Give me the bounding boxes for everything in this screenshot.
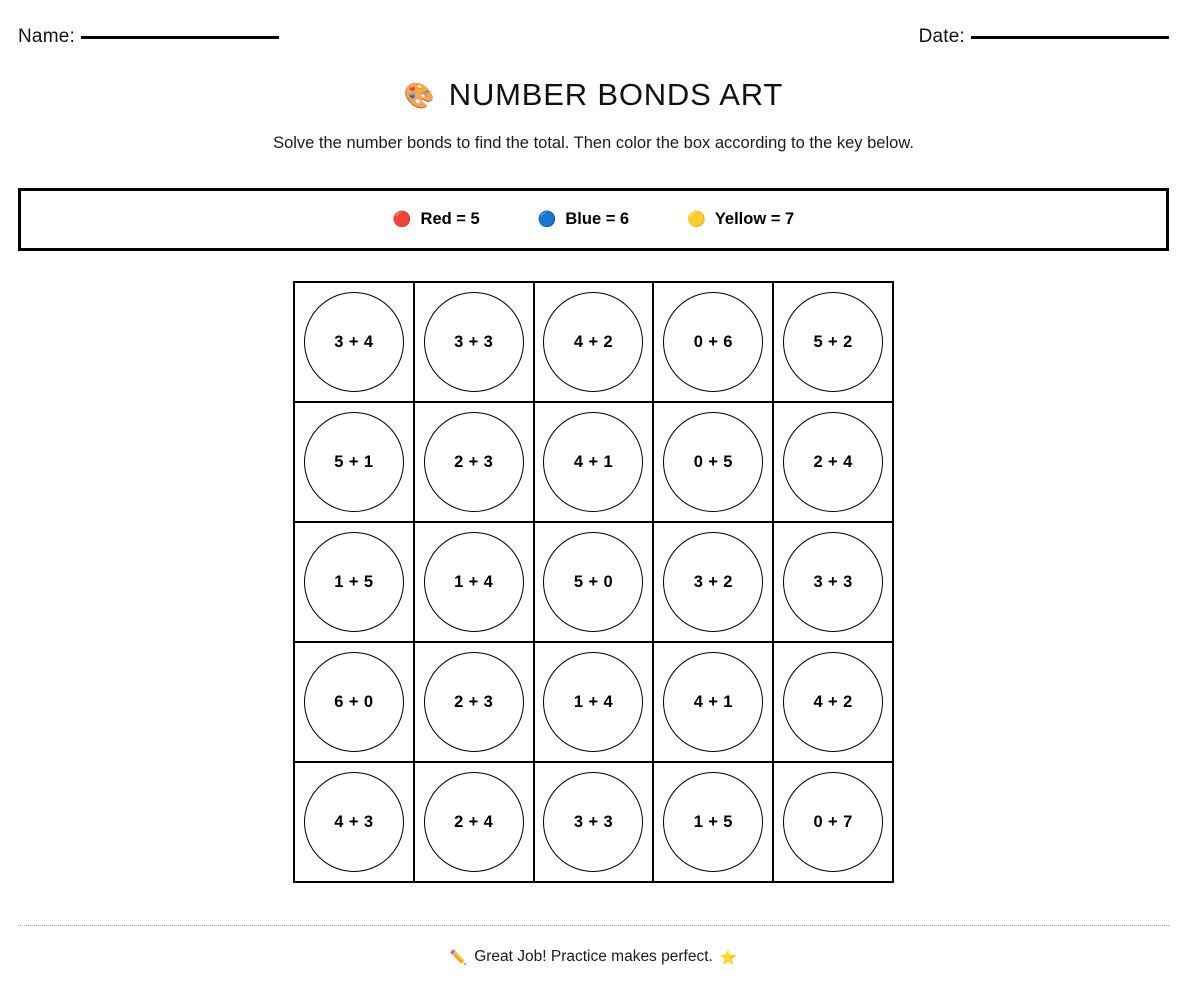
bond-cell[interactable] <box>654 523 774 643</box>
bond-expression: 4 + 3 <box>334 812 374 831</box>
bond-cell[interactable] <box>774 283 894 403</box>
bond-circle[interactable] <box>663 772 763 872</box>
bond-circle[interactable] <box>424 772 524 872</box>
bond-circle[interactable] <box>663 652 763 752</box>
bond-cell[interactable] <box>415 283 535 403</box>
footer-note <box>0 948 1187 966</box>
bond-cell[interactable] <box>295 763 415 883</box>
bond-expression: 4 + 2 <box>813 692 853 711</box>
bond-expression: 0 + 7 <box>813 812 853 831</box>
pencil-icon: ✏️ <box>449 949 468 965</box>
bond-expression: 4 + 1 <box>693 692 733 711</box>
bond-expression: 3 + 3 <box>454 332 494 351</box>
bond-cell[interactable] <box>654 403 774 523</box>
bond-expression: 3 + 2 <box>693 572 733 591</box>
blue-circle-icon: 🔵 <box>537 211 557 228</box>
bond-circle[interactable] <box>304 292 404 392</box>
title-block <box>0 78 1187 112</box>
bond-expression: 0 + 6 <box>693 332 733 351</box>
bond-circle[interactable] <box>543 652 643 752</box>
bond-cell[interactable] <box>415 763 535 883</box>
bond-expression: 1 + 4 <box>573 692 614 711</box>
grid-row <box>295 403 894 523</box>
bond-expression: 3 + 3 <box>573 812 614 831</box>
legend-item-red <box>393 210 480 229</box>
legend-label-red: Red = 5 <box>420 210 480 228</box>
bond-cell[interactable] <box>295 643 415 763</box>
bond-circle[interactable] <box>783 652 883 752</box>
legend-label-yellow: Yellow = 7 <box>714 210 795 228</box>
legend-item-blue <box>538 210 629 229</box>
bond-circle[interactable] <box>304 412 404 512</box>
bond-cell[interactable] <box>535 763 655 883</box>
bond-circle[interactable] <box>543 292 643 392</box>
name-label: Name: <box>18 26 75 47</box>
bond-cell[interactable] <box>415 403 535 523</box>
bond-circle[interactable] <box>424 412 524 512</box>
bond-circle[interactable] <box>663 532 763 632</box>
bond-cell[interactable] <box>774 763 894 883</box>
palette-icon: 🎨 <box>403 81 436 110</box>
color-key-box <box>18 188 1169 251</box>
bond-circle[interactable] <box>543 772 643 872</box>
bond-expression: 5 + 2 <box>813 332 853 351</box>
bond-circle[interactable] <box>663 292 763 392</box>
bond-expression: 3 + 4 <box>334 332 374 351</box>
footer-divider <box>18 925 1169 926</box>
bond-cell[interactable] <box>295 283 415 403</box>
red-circle-icon: 🔴 <box>392 211 412 228</box>
bond-expression: 2 + 4 <box>454 812 494 831</box>
date-field[interactable] <box>919 26 1169 48</box>
bond-circle[interactable] <box>783 412 883 512</box>
bond-circle[interactable] <box>783 532 883 632</box>
name-date-row <box>18 18 1169 48</box>
bond-expression: 2 + 3 <box>454 452 494 471</box>
legend-item-yellow <box>687 210 794 229</box>
bond-expression: 3 + 3 <box>813 572 853 591</box>
bond-cell[interactable] <box>535 643 655 763</box>
bond-expression: 5 + 1 <box>334 452 374 471</box>
name-field[interactable] <box>18 26 279 48</box>
bond-circle[interactable] <box>304 532 404 632</box>
bond-circle[interactable] <box>424 292 524 392</box>
bond-circle[interactable] <box>424 532 524 632</box>
page-title-text: NUMBER BONDS ART <box>448 77 784 112</box>
bond-expression: 5 + 0 <box>573 572 614 591</box>
bond-expression: 2 + 4 <box>813 452 853 471</box>
bond-cell[interactable] <box>535 523 655 643</box>
bond-circle[interactable] <box>424 652 524 752</box>
grid-row <box>295 523 894 643</box>
page-title <box>404 78 783 112</box>
bond-circle[interactable] <box>304 772 404 872</box>
bond-expression: 6 + 0 <box>334 692 374 711</box>
grid-row <box>295 763 894 883</box>
date-label: Date: <box>918 26 965 47</box>
bond-circle[interactable] <box>663 412 763 512</box>
bond-cell[interactable] <box>535 403 655 523</box>
bond-expression: 1 + 5 <box>334 572 374 591</box>
bond-cell[interactable] <box>774 643 894 763</box>
date-write-line[interactable] <box>971 36 1169 39</box>
bond-expression: 0 + 5 <box>693 452 733 471</box>
bond-expression: 4 + 2 <box>573 332 614 351</box>
bond-cell[interactable] <box>774 403 894 523</box>
bond-circle[interactable] <box>543 532 643 632</box>
bond-circle[interactable] <box>783 772 883 872</box>
bond-cell[interactable] <box>295 403 415 523</box>
bond-expression: 4 + 1 <box>573 452 614 471</box>
bond-expression: 2 + 3 <box>454 692 494 711</box>
bond-circle[interactable] <box>304 652 404 752</box>
bond-expression: 1 + 5 <box>693 812 733 831</box>
bond-cell[interactable] <box>415 523 535 643</box>
yellow-circle-icon: 🟡 <box>687 211 706 228</box>
bond-cell[interactable] <box>654 283 774 403</box>
bond-cell[interactable] <box>654 643 774 763</box>
grid-row <box>295 643 894 763</box>
bond-circle[interactable] <box>783 292 883 392</box>
bond-cell[interactable] <box>774 523 894 643</box>
number-bond-grid <box>293 281 894 883</box>
bond-circle[interactable] <box>543 412 643 512</box>
grid-row <box>295 283 894 403</box>
instructions-text: Solve the number bonds to find the total. Then color the box according to the key below. <box>273 134 914 152</box>
name-write-line[interactable] <box>81 36 279 39</box>
bond-cell[interactable] <box>535 283 655 403</box>
legend-label-blue: Blue = 6 <box>565 210 630 228</box>
bond-cell[interactable] <box>654 763 774 883</box>
bond-cell[interactable] <box>295 523 415 643</box>
star-icon: ⭐ <box>719 949 738 965</box>
bond-cell[interactable] <box>415 643 535 763</box>
bond-expression: 1 + 4 <box>454 572 494 591</box>
footer-text: Great Job! Practice makes perfect. <box>474 948 713 965</box>
